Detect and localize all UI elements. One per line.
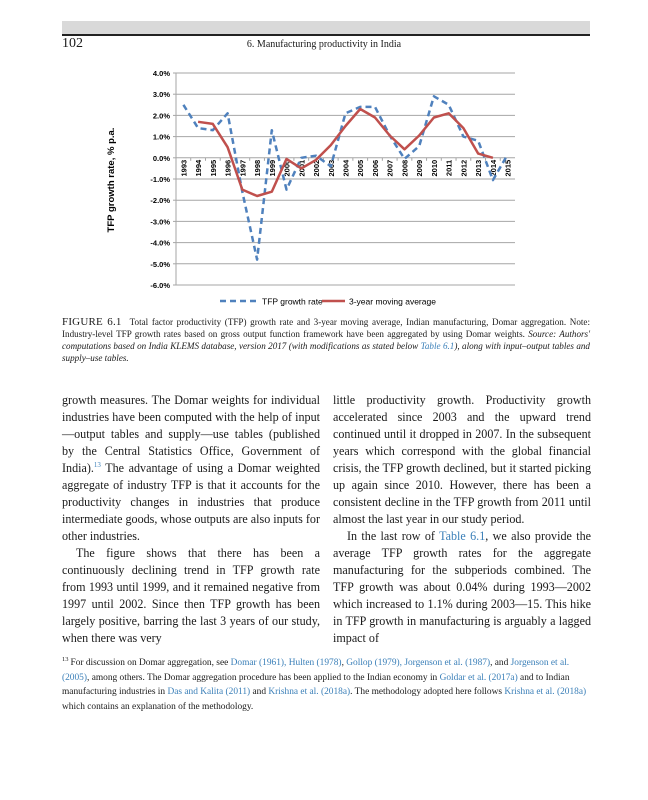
citation-link[interactable]: Krishna et al. (2018a)	[504, 687, 587, 697]
paragraph: little productivity growth. Productivity growth accelerated since 2003 and the upward trend continued until it dropped in 2007. In the subsequent years which correspond with the global financial crisis, the TFP growth declined, but it started picking up again since 2010. However, there has been a consistent decline in the TFP growth from 2011 until almost the last year in our study period.	[333, 393, 591, 526]
y-tick-label: -2.0%	[150, 196, 170, 206]
body-column-right	[333, 392, 591, 647]
caption-source-suffix: ), along with input–output tables and supply–use tables.	[62, 341, 590, 363]
paragraph: In the last row of Table 6.1, we also provide the average TFP growth rates for the aggregate manufacturing for the subperiods combined. The TFP growth was about 0.04% during 1993—2002 which increased to 1.1% during 2003—15. This hike in TFP growth in manufacturing is arguably a lagged impact of	[333, 529, 592, 645]
x-tick-label: 2002	[312, 159, 322, 177]
header-rule	[62, 34, 590, 36]
y-tick-label: 4.0%	[152, 69, 170, 78]
x-tick-label: 1998	[253, 159, 263, 177]
x-tick-label: 2010	[429, 159, 439, 177]
x-tick-label: 2011	[444, 159, 454, 177]
figure-label: FIGURE 6.1	[62, 316, 122, 328]
chart-series	[183, 96, 507, 259]
y-tick-label: -1.0%	[150, 175, 170, 184]
x-tick-label: 2013	[474, 159, 484, 177]
chart-gridlines	[173, 73, 515, 285]
citation-link[interactable]: Goldar et al. (2017a)	[439, 672, 518, 683]
paragraph: growth measures. The Domar weights for individual industries have been computed with the help of input—output tables and supply—use tables (published by the Central Statistics Office, Government of India).$^{13}$ The advantage of using a Domar weighted aggregate of industry TFP is that it accounts for the productivity changes in industries that produce intermediate goods, whose outputs are also inputs for other industries.	[62, 393, 320, 543]
y-axis-label: TFP growth rate, % p.a.	[106, 127, 117, 233]
citation-link[interactable]: Das and Kalita (2011)	[167, 687, 251, 697]
x-tick-label: 2015	[503, 159, 513, 177]
series-line-tfp-growth	[183, 96, 507, 259]
citation-link[interactable]: Krishna et al. (2018a)	[268, 687, 351, 697]
paragraph: The figure shows that there has been a continuously declining trend in TFP growth rate from 1993 until 1999, and it remained negative from 1997 until 2002. Since then TFP growth has been largely positive, barring the last 3 years of our study, when there was very	[62, 546, 320, 645]
x-tick-label: 2006	[370, 159, 380, 177]
x-tick-label: 1999	[267, 159, 277, 177]
x-tick-label: 2005	[356, 159, 366, 177]
x-tick-label: 2009	[415, 159, 425, 177]
table-link[interactable]: Table 6.1	[439, 529, 486, 543]
header-band	[62, 21, 590, 34]
footnote: $^{13}$ For discussion on Domar aggregation, see Domar (1961), Hulten (1978), Gollop (1979), Jorgenson et al. (1987), and Jorgenson et al. (2005), among others. The Domar aggregation procedure has been applied to the Indian economy in Goldar et al. (2017a) and to Indian manufacturing industries in Das and Kalita (2011) and Krishna et al. (2018a). The methodology adopted here follows Krishna et al. (2018a) which contains an explanation of the methodology.	[62, 656, 587, 712]
x-tick-label: 2014	[488, 159, 498, 177]
x-tick-label: 2000	[282, 159, 292, 177]
x-tick-label: 2004	[341, 159, 351, 177]
legend-label-tfp: TFP growth rate	[262, 296, 323, 307]
y-tick-label: 2.0%	[152, 111, 170, 121]
x-tick-label: 2003	[326, 159, 336, 177]
citation-link[interactable]: Jorgenson et al. (2005)	[62, 658, 570, 683]
page-number: 102	[62, 36, 83, 51]
y-tick-label: 1.0%	[152, 132, 170, 142]
y-tick-label: -6.0%	[150, 281, 170, 290]
x-tick-label: 2007	[385, 159, 395, 177]
x-tick-label: 1993	[179, 159, 189, 177]
x-tick-label: 1994	[194, 159, 204, 177]
x-tick-label: 2001	[297, 159, 307, 177]
citation-link[interactable]: Domar (1961), Hulten (1978)	[230, 658, 342, 668]
x-tick-label: 1995	[208, 159, 218, 177]
y-tick-label: -3.0%	[150, 217, 170, 227]
running-head: 6. Manufacturing productivity in India	[246, 39, 402, 50]
tfp-line-chart	[100, 60, 540, 312]
figure-caption	[62, 316, 590, 364]
x-tick-label: 1997	[238, 159, 248, 177]
y-axis-ticks	[150, 69, 170, 290]
x-tick-label: 1996	[223, 159, 233, 177]
footnote-number: 13	[62, 656, 69, 663]
y-tick-label: 3.0%	[152, 90, 170, 100]
x-axis-ticks	[176, 158, 513, 177]
caption-text: Total factor productivity (TFP) growth rate and 3-year moving average, Indian manufacturing, Domar aggregation. Note: Industry-level TFP growth rates based on gross output function framework have been aggregated by using Domar weights.	[62, 317, 590, 339]
x-tick-label: 2008	[400, 159, 410, 177]
body-column-left	[62, 392, 320, 647]
y-tick-label: -5.0%	[150, 259, 170, 269]
chart-legend	[220, 297, 436, 307]
caption-table-link[interactable]: Table 6.1	[420, 341, 455, 351]
caption-source: Source: Authors' computations based on India KLEMS database, version 2017 (with modifications as stated below	[62, 329, 591, 351]
legend-label-ma: 3-year moving average	[349, 296, 436, 307]
citation-link[interactable]: Gollop (1979), Jorgenson et al. (1987)	[346, 658, 491, 668]
footnote-ref-13[interactable]: 13	[93, 461, 101, 469]
y-tick-label: 0.0%	[152, 153, 170, 163]
x-tick-label: 2012	[459, 159, 469, 177]
y-tick-label: -4.0%	[150, 238, 170, 248]
series-line-moving-average	[198, 109, 493, 196]
